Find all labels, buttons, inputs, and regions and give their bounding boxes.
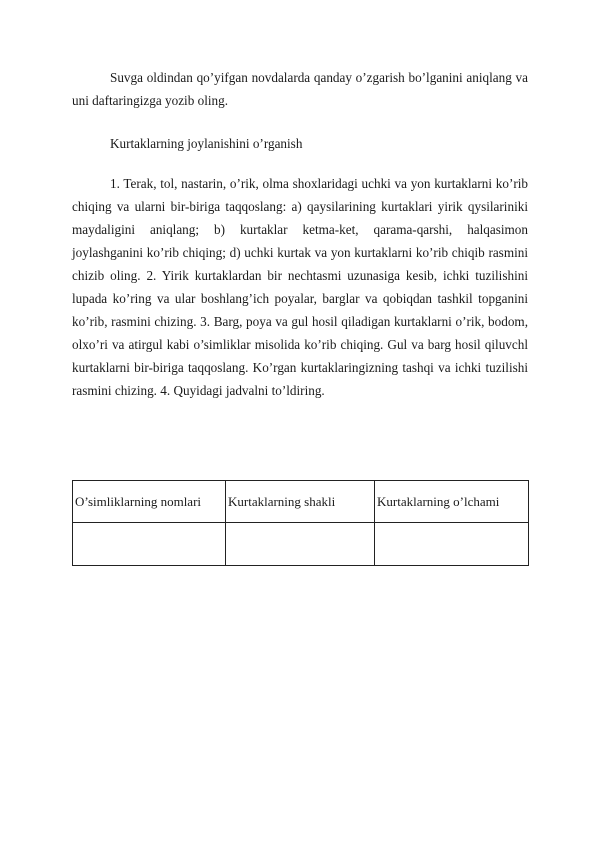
data-table xyxy=(72,480,529,566)
table-cell xyxy=(73,523,226,566)
table-row xyxy=(73,523,529,566)
table-cell xyxy=(375,523,529,566)
table-header-row xyxy=(73,481,529,523)
intro-paragraph: Suvga oldindan qo’yifgan novdalarda qanday o’zgarish bo’lganini aniqlang va uni daftaringizga yozib oling. xyxy=(72,70,528,108)
table-cell xyxy=(226,523,375,566)
header-plant-names: O’simliklarning nomlari xyxy=(73,481,226,523)
header-bud-shape: Kurtaklarning shakli xyxy=(226,481,375,523)
header-bud-size: Kurtaklarning o’lchami xyxy=(375,481,529,523)
task-paragraph: 1. Terak, tol, nastarin, o’rik, olma shoxlaridagi uchki va yon kurtaklarni ko’rib chiqing va ularni bir-biriga taqqoslang: a) qaysilarining kurtaklari yirik qysilariniki maydaligini aniqlang; b) kurtaklar ketma-ket, qarama-qarshi, halqasimon joylashganini ko’rib chiqing; d) uchki kurtak va yon kurtaklarni ko’rib chiqib rasmini chizib oling. 2. Yirik kurtaklardan bir nechtasmi uzunasiga kesib, ichki tuzilishini lupada ko’ring va ular boshlang’ich poyalar, barglar va qobiqdan tashkil topganini ko’rib, rasmini chizing. 3. Barg, poya va gul hosil qiladigan kurtaklarni o’rik, bodom, olxo’ri va atirgul kabi o’simliklar misolida ko’rib chiqing. Gul va barg hosil qiluvchl kurtaklarni bir-biriga taqqoslang. Ko’rgan kurtaklaringizning tashqi va ichki tuzilishi rasmini chizing. 4. Quyidagi jadvalni to’ldiring. xyxy=(72,176,528,398)
section-heading: Kurtaklarning joylanishini o’rganish xyxy=(110,136,303,151)
